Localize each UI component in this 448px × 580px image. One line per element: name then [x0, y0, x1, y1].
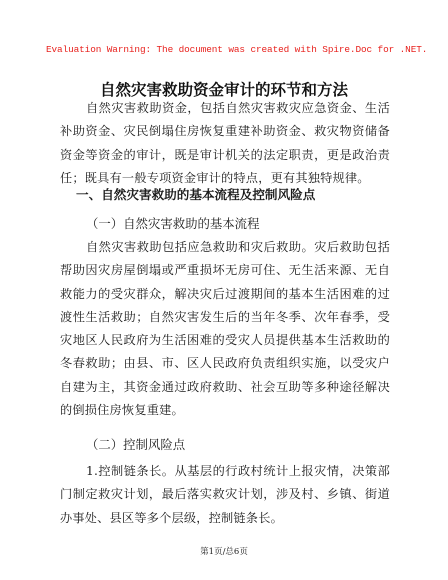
- intro-paragraph: 自然灾害救助资金，包括自然灾害救灾应急资金、生活补助资金、灾民倒塌住房恢复重建补助资金、救灾物资储备资金等资金的审计，既是审计机关的法定职责，更是政治责任；既具有一般专项资金审计的特点，更有其独特规律。: [60, 101, 390, 185]
- subsection-heading-1: （一）自然灾害救助的基本流程: [86, 216, 260, 231]
- section-heading-1: 一、自然灾害救助的基本流程及控制风险点: [76, 187, 316, 202]
- subsection-heading-2: （二）控制风险点: [86, 437, 186, 452]
- document-title: 自然灾害救助资金审计的环节和方法: [99, 81, 348, 99]
- evaluation-warning: Evaluation Warning: The document was created with Spire.Doc for .NET.: [46, 44, 428, 55]
- page-footer: 第1页/总6页: [200, 547, 248, 557]
- subsection-1-paragraph: 自然灾害救助包括应急救助和灾后救助。灾后救助包括帮助因灾房屋倒塌或严重损坏无房可住、无生活来源、无自救能力的受灾群众，解决灾后过渡期间的基本生活困难的过渡性生活救助；自然灾害发生后的当年冬季、次年春季，受灾地区人民政府为生活困难的受灾人员提供基本生活救助的冬春救助；由县、市、区人民政府负责组织实施，以受灾户自建为主，其资金通过政府救助、社会互助等多种途径解决的倒损住房恢复重建。: [60, 240, 390, 418]
- subsection-2-paragraph: 1.控制链条长。从基层的行政村统计上报灾情，决策部门制定救灾计划，最后落实救灾计划，涉及村、乡镇、街道办事处、县区等多个层级，控制链条长。: [60, 464, 390, 525]
